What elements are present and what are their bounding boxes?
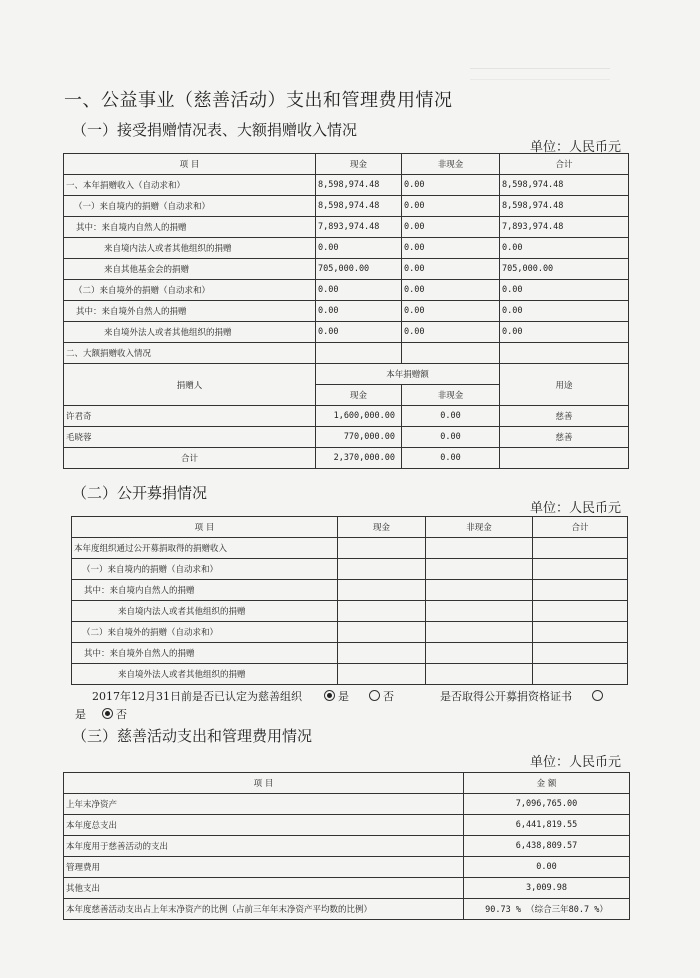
section-1-heading: （一）接受捐赠情况表、大额捐赠收入情况 — [72, 121, 358, 139]
row-label: 上年末净资产 — [64, 794, 464, 815]
donor-use: 慈善 — [500, 406, 629, 427]
cert-yes-radio[interactable] — [592, 690, 603, 701]
cell-total: 0.00 — [500, 280, 629, 301]
row-value: 0.00 — [464, 857, 630, 878]
charity-status-text: 2017年12月31日前是否已认定为慈善组织 — [92, 690, 302, 703]
page-title: 一、公益事业（慈善活动）支出和管理费用情况 — [64, 90, 453, 111]
row-label: 本年度用于慈善活动的支出 — [64, 836, 464, 857]
cell-total: 0.00 — [500, 238, 629, 259]
row-label: 来自境内法人或者其他组织的捐赠 — [72, 601, 338, 622]
faint-header-mark — [470, 68, 610, 80]
cell-noncash: 0.00 — [402, 322, 500, 343]
fundraising-cert-question — [440, 688, 606, 704]
row-label: （一）来自境内的捐赠（自动求和） — [64, 196, 316, 217]
cell-total: 0.00 — [500, 301, 629, 322]
donor-header: 捐赠人 — [64, 364, 316, 406]
cell-total: 8,598,974.48 — [500, 175, 629, 196]
row-label: 本年度总支出 — [64, 815, 464, 836]
sum-label: 合计 — [64, 448, 316, 469]
unit-label-2: 单位：人民币元 — [530, 501, 622, 516]
charity-no-label: 否 — [383, 690, 394, 703]
row-label: 来自境外法人或者其他组织的捐赠 — [72, 664, 338, 685]
table-row — [72, 580, 628, 601]
charity-status-question — [92, 688, 394, 704]
cert-no-label: 否 — [116, 708, 127, 721]
row-label: 来自其他基金会的捐赠 — [64, 259, 316, 280]
table-row — [64, 217, 629, 238]
donor-cash: 1,600,000.00 — [316, 406, 402, 427]
cell-cash: 0.00 — [316, 280, 402, 301]
donation-table — [63, 153, 629, 469]
cell-noncash: 0.00 — [402, 301, 500, 322]
row-value: 90.73 % （综合三年80.7 %） — [464, 899, 630, 920]
table-row — [64, 280, 629, 301]
unit-label-1: 单位：人民币元 — [530, 140, 622, 155]
row-label: 来自境内法人或者其他组织的捐赠 — [64, 238, 316, 259]
table-row — [72, 664, 628, 685]
table-row — [64, 175, 629, 196]
donor-cash: 770,000.00 — [316, 427, 402, 448]
cell-cash: 8,598,974.48 — [316, 175, 402, 196]
table-row — [72, 538, 628, 559]
table-row — [64, 857, 630, 878]
table-row — [64, 836, 630, 857]
row-label: 其中：来自境内自然人的捐赠 — [64, 217, 316, 238]
row-label: （二）来自境外的捐赠（自动求和） — [64, 280, 316, 301]
cert-answer-line — [75, 706, 127, 722]
table-row — [64, 878, 630, 899]
charity-no-radio[interactable] — [369, 690, 380, 701]
charity-expense-table — [63, 772, 630, 920]
col-header-item: 项 目 — [64, 773, 464, 794]
cell-noncash: 0.00 — [402, 175, 500, 196]
charity-yes-label: 是 — [338, 690, 349, 703]
row-label: 其中：来自境外自然人的捐赠 — [64, 301, 316, 322]
section-3-heading: （三）慈善活动支出和管理费用情况 — [72, 727, 313, 745]
cell-noncash: 0.00 — [402, 238, 500, 259]
section-2-heading: （二）公开募捐情况 — [72, 484, 208, 502]
row-label: （一）来自境内的捐赠（自动求和） — [72, 559, 338, 580]
fundraising-cert-text: 是否取得公开募捐资格证书 — [440, 690, 572, 703]
cell-noncash: 0.00 — [402, 280, 500, 301]
row-label: 一、本年捐赠收入（自动求和） — [64, 175, 316, 196]
cert-no-radio[interactable] — [102, 708, 113, 719]
table-row — [72, 559, 628, 580]
row-label: 管理费用 — [64, 857, 464, 878]
table-row — [64, 301, 629, 322]
row-value: 3,009.98 — [464, 878, 630, 899]
row-label: 来自境外法人或者其他组织的捐赠 — [64, 322, 316, 343]
row-value: 6,441,819.55 — [464, 815, 630, 836]
table-row — [64, 322, 629, 343]
row-label: 本年度慈善活动支出占上年末净资产的比例（占前三年年末净资产平均数的比例） — [64, 899, 464, 920]
charity-yes-radio[interactable] — [324, 690, 335, 701]
table-row — [64, 343, 629, 364]
row-label: 本年度组织通过公开募捐取得的捐赠收入 — [72, 538, 338, 559]
cell-total: 7,893,974.48 — [500, 217, 629, 238]
table-row — [64, 448, 629, 469]
cell-cash: 0.00 — [316, 238, 402, 259]
large-donation-title: 二、大额捐赠收入情况 — [64, 343, 316, 364]
col-header-total: 合计 — [533, 517, 628, 538]
col-header-cash: 现金 — [316, 154, 402, 175]
donor-name: 毛晓蓉 — [64, 427, 316, 448]
row-label: 其中：来自境内自然人的捐赠 — [72, 580, 338, 601]
col-header-item: 项 目 — [72, 517, 338, 538]
cell-noncash: 0.00 — [402, 196, 500, 217]
table-row — [64, 794, 630, 815]
amount-header: 本年捐赠额 — [316, 364, 500, 385]
public-fundraising-table — [71, 516, 628, 685]
table-row — [64, 427, 629, 448]
cell-cash: 7,893,974.48 — [316, 217, 402, 238]
col-header-total: 合计 — [500, 154, 629, 175]
cell-total: 705,000.00 — [500, 259, 629, 280]
cell-noncash: 0.00 — [402, 217, 500, 238]
table-row — [72, 622, 628, 643]
donor-noncash: 0.00 — [402, 406, 500, 427]
donor-use: 慈善 — [500, 427, 629, 448]
sum-cash: 2,370,000.00 — [316, 448, 402, 469]
donor-noncash: 0.00 — [402, 427, 500, 448]
table-row — [64, 238, 629, 259]
col-header-noncash: 非现金 — [402, 154, 500, 175]
row-label: 其中：来自境外自然人的捐赠 — [72, 643, 338, 664]
use-header: 用途 — [500, 364, 629, 406]
donor-cash-header: 现金 — [316, 385, 402, 406]
cell-cash: 0.00 — [316, 322, 402, 343]
donor-name: 许君奇 — [64, 406, 316, 427]
table-row — [64, 406, 629, 427]
cell-noncash: 0.00 — [402, 259, 500, 280]
cell-total: 0.00 — [500, 322, 629, 343]
col-header-amount: 金 额 — [464, 773, 630, 794]
col-header-item: 项 目 — [64, 154, 316, 175]
sum-noncash: 0.00 — [402, 448, 500, 469]
row-value: 7,096,765.00 — [464, 794, 630, 815]
row-label: （二）来自境外的捐赠（自动求和） — [72, 622, 338, 643]
col-header-cash: 现金 — [338, 517, 426, 538]
row-value: 6,438,809.57 — [464, 836, 630, 857]
cert-yes-label: 是 — [75, 708, 86, 721]
table-row — [64, 899, 630, 920]
col-header-noncash: 非现金 — [426, 517, 533, 538]
row-label: 其他支出 — [64, 878, 464, 899]
cell-cash: 8,598,974.48 — [316, 196, 402, 217]
donor-noncash-header: 非现金 — [402, 385, 500, 406]
table-row — [64, 259, 629, 280]
table-row — [72, 643, 628, 664]
cell-total: 8,598,974.48 — [500, 196, 629, 217]
table-row — [64, 815, 630, 836]
cell-cash: 705,000.00 — [316, 259, 402, 280]
cell-cash: 0.00 — [316, 301, 402, 322]
table-row — [64, 196, 629, 217]
table-row — [72, 601, 628, 622]
unit-label-3: 单位：人民币元 — [530, 755, 622, 770]
